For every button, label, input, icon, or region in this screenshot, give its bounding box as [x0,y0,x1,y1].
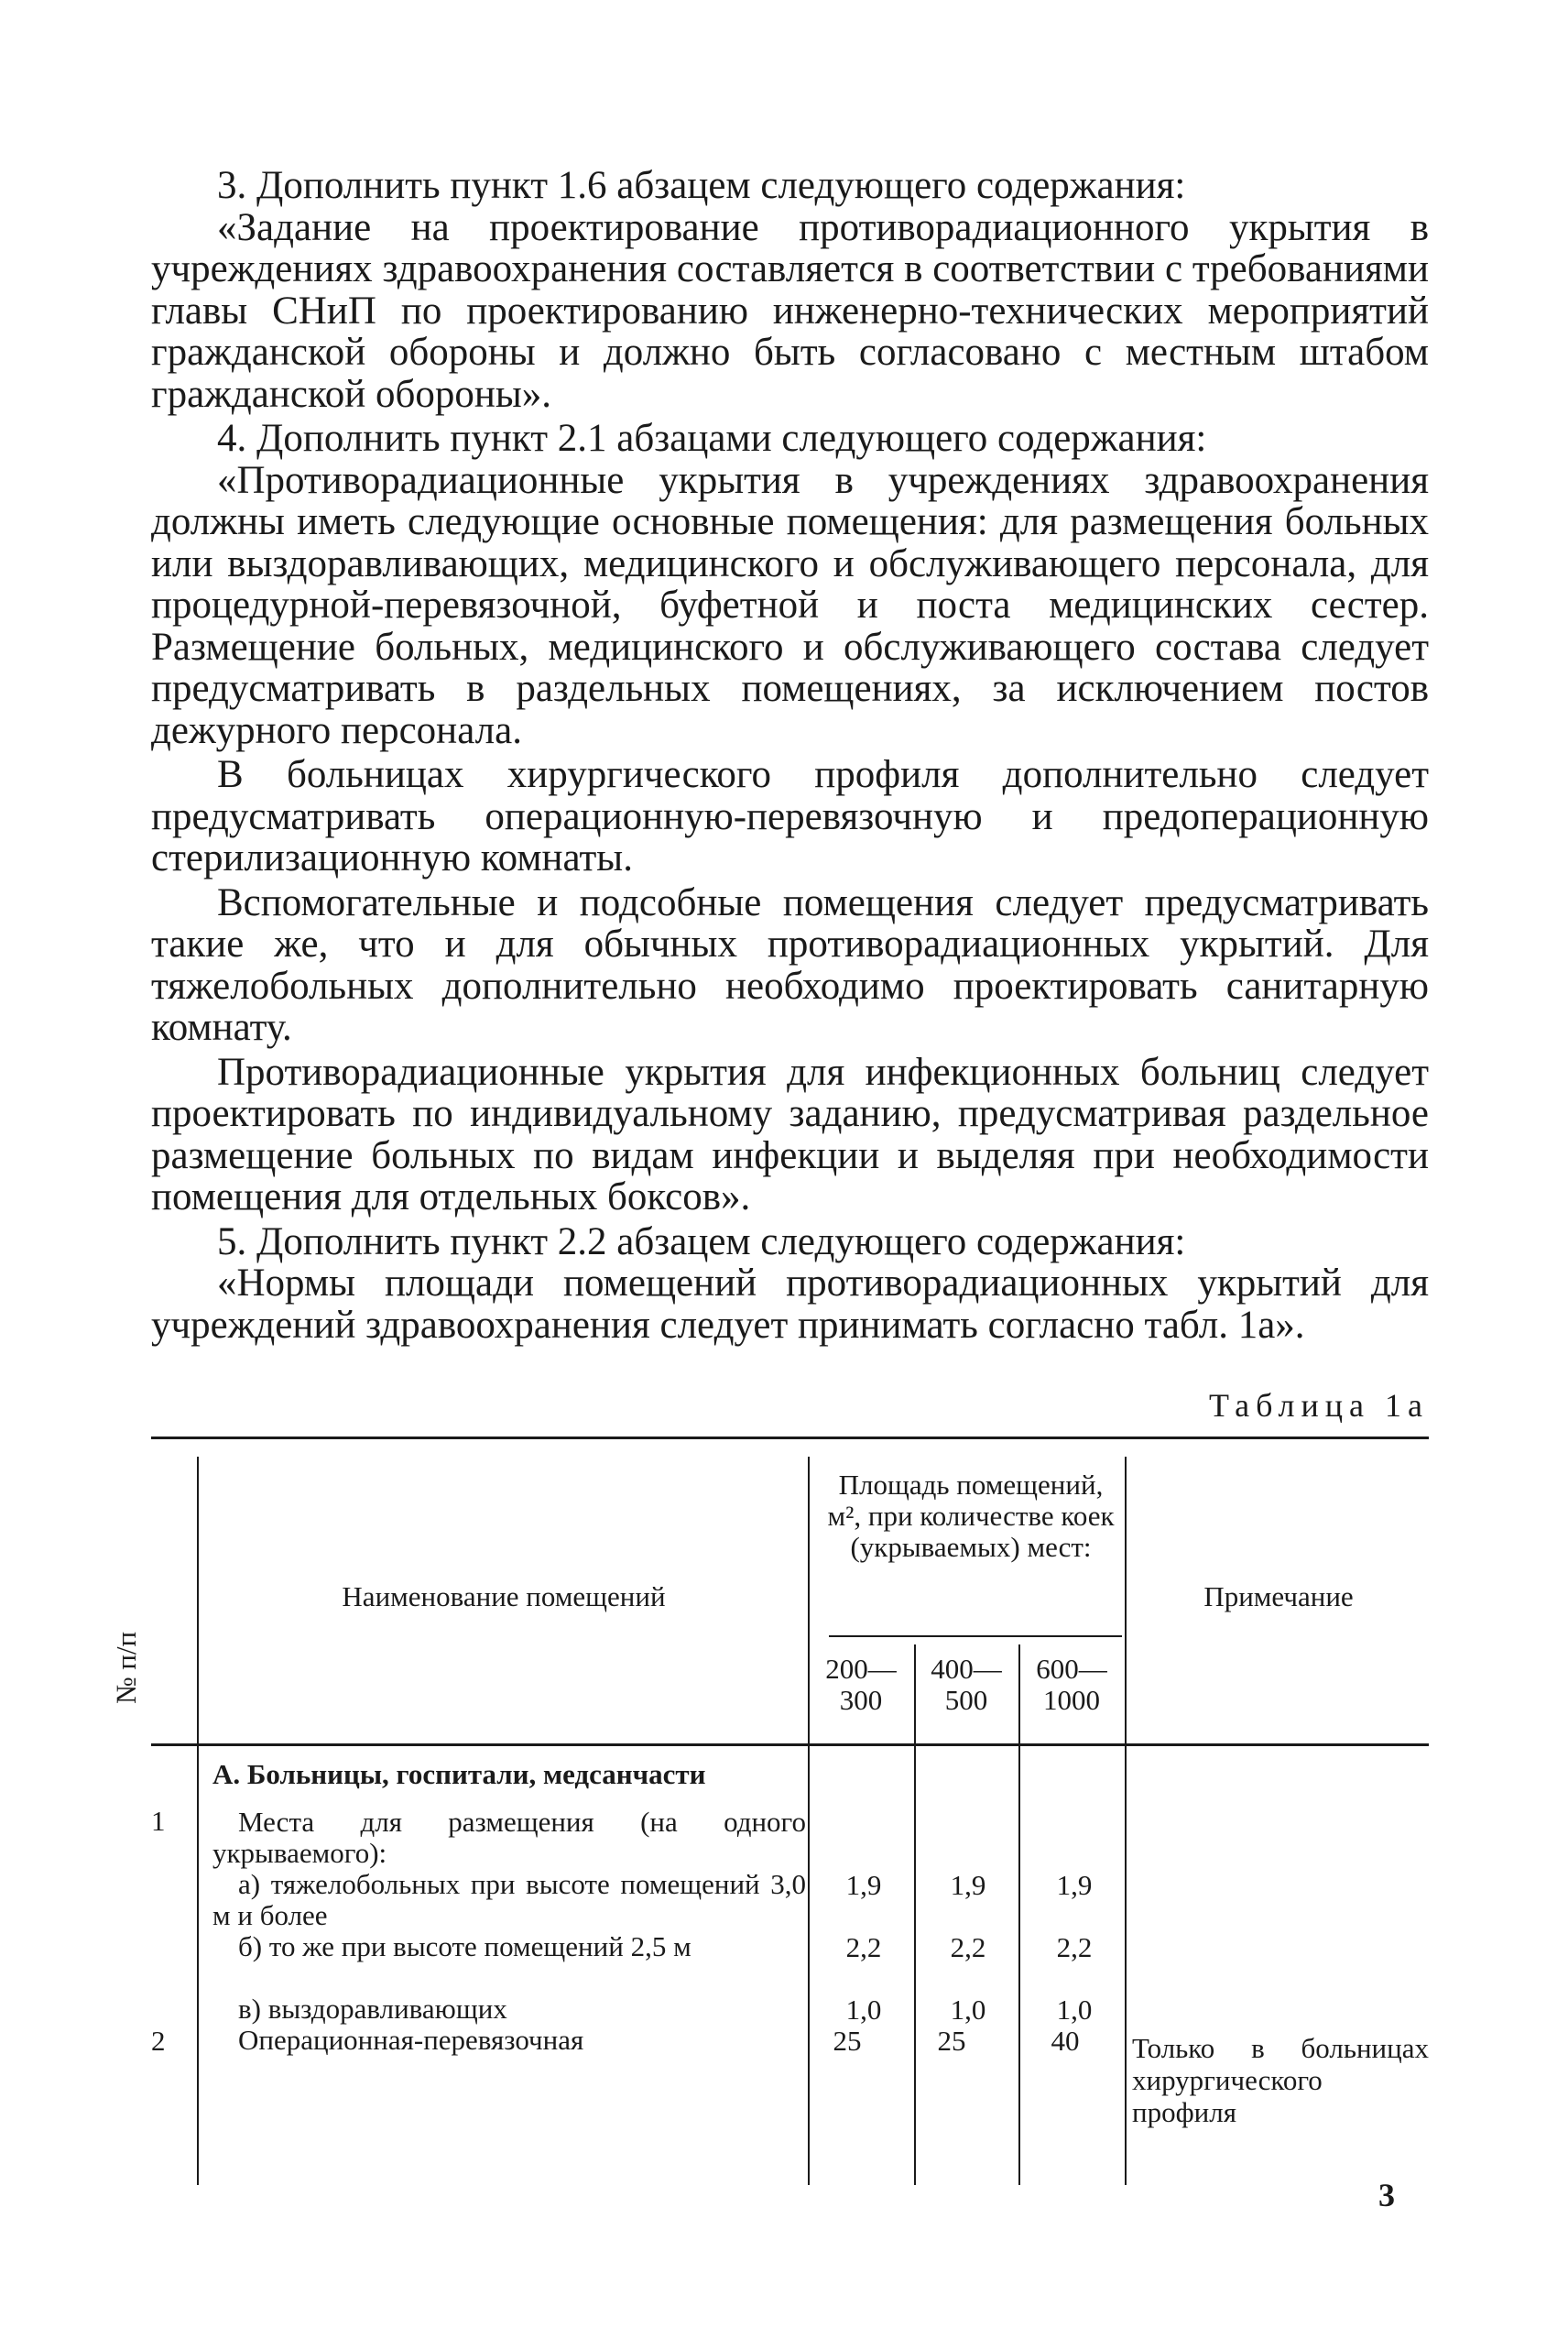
row-label: а) тяжелобольных при высоте помещений 3,0 м и более [212,1868,806,1931]
table-header-rule [151,1743,1429,1746]
area-subheader-rule [829,1635,1122,1637]
value-cell: 1,0 [950,1994,986,2026]
row-note: Только в больницах хирургического профиля [1132,2032,1429,2128]
value-cell: 40 [1051,2025,1080,2057]
header-col-200-300: 200—300 [825,1653,897,1716]
header-col-600-1000: 600—1000 [1036,1653,1107,1716]
body-text [151,165,1429,1346]
paragraph: Противорадиационные укрытия для инфекционных больниц следует проектировать по индивидуальному заданию, предусматривая раздельное размещение больных по видам инфекции и выделяя при необходимости помещения для отдельных боксов». [151,1050,1429,1218]
row-label: в) выздоравливающих [238,1993,507,2025]
value-cell: 1,9 [950,1869,986,1901]
paragraph: «Задание на проектирование противорадиационного укрытия в учреждениях здравоохранения составляется в соответствии с требованиями главы СНиП по проектированию инженерно-технических мероприятий гражданской обороны и должно быть согласовано с местным штабом гражданской обороны». [151,205,1429,416]
table-top-rule [151,1437,1429,1439]
header-col-400-500: 400—500 [931,1653,1002,1716]
table-caption: Таблица 1а [1209,1387,1429,1424]
header-note: Примечание [1203,1580,1354,1612]
value-cell: 25 [833,2025,862,2057]
paragraph: 4. Дополнить пункт 2.1 абзацами следующего содержания: [217,417,1207,460]
value-cell: 2,2 [845,1931,882,1963]
paragraph: «Нормы площади помещений противорадиационных укрытий для учреждений здравоохранения следует принимать согласно табл. 1а». [151,1262,1429,1347]
col-divider [914,1644,916,2185]
header-area: Площадь помещений, м², при количестве коек (укрываемых) мест: [827,1469,1115,1563]
header-name: Наименование помещений [342,1580,666,1612]
page-number: 3 [1378,2177,1395,2213]
value-cell: 1,0 [845,1994,882,2026]
value-cell: 2,2 [950,1931,986,1963]
paragraph: 5. Дополнить пункт 2.2 абзацем следующего содержания: [217,1219,1186,1263]
row-label: б) то же при высоте помещений 2,5 м [238,1930,691,1962]
value-cell: 2,2 [1056,1931,1093,1963]
value-cell: 1,0 [1056,1994,1093,2026]
header-number: № п/п [110,1631,142,1704]
col-divider [1018,1644,1020,2185]
row-label: Операционная-перевязочная [238,2024,584,2056]
col-divider [808,1457,810,2185]
paragraph: 3. Дополнить пункт 1.6 абзацем следующего содержания: [217,164,1186,207]
value-cell: 25 [937,2025,966,2057]
value-cell: 1,9 [845,1869,882,1901]
col-divider [197,1457,199,2185]
paragraph: «Противорадиационные укрытия в учреждениях здравоохранения должны иметь следующие основные помещения: для размещения больных или выздоравливающих, медицинского и обслуживающего персонала, для процедурной-перевязочной, буфетной и поста медицинских сестер. Размещение больных, медицинского и обслуживающего состава следует предусматривать в раздельных помещениях, за исключением постов дежурного персонала. [151,458,1429,752]
row-label: Места для размещения (на одного укрываемого): [212,1806,806,1869]
section-heading: А. Больницы, госпитали, медсанчасти [212,1758,706,1790]
value-cell: 1,9 [1056,1869,1093,1901]
row-number: 1 [151,1805,166,1837]
row-number: 2 [151,2025,166,2057]
paragraph: В больницах хирургического профиля дополнительно следует предусматривать операционную-перевязочную и предоперационную стерилизационную комнаты. [151,753,1429,879]
col-divider [1125,1457,1127,2185]
paragraph: Вспомогательные и подсобные помещения следует предусматривать такие же, что и для обычных противорадиационных укрытий. Для тяжелобольных дополнительно необходимо проектировать санитарную комнату. [151,880,1429,1049]
